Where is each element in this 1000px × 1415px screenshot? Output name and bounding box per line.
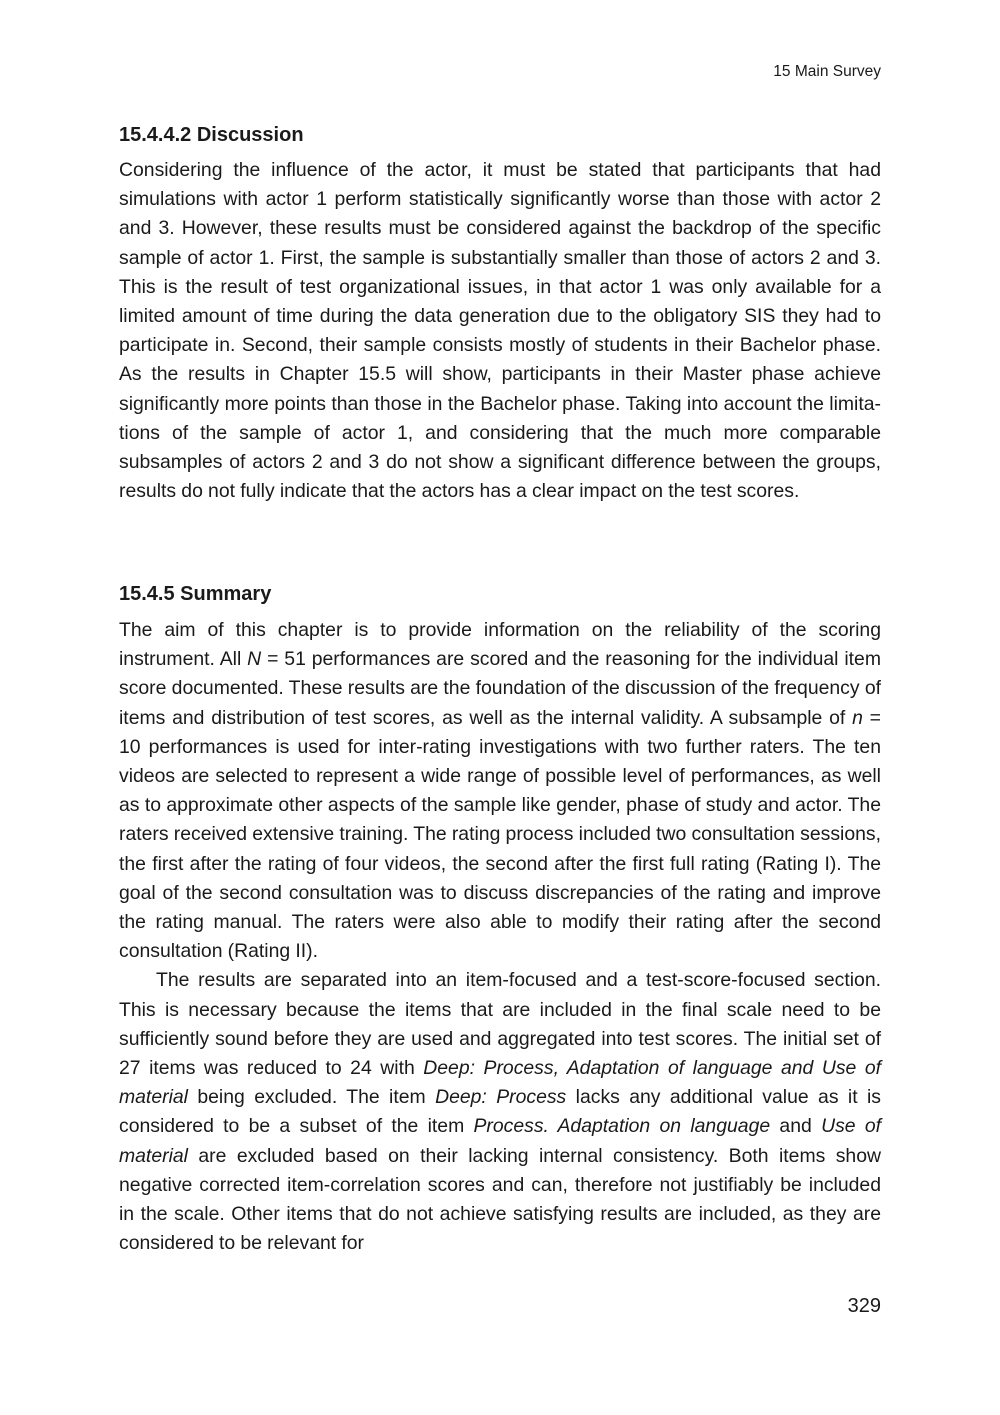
item-name-italic: Process. Adaptation on language xyxy=(473,1115,771,1138)
item-name-italic: Deep: Process, Adaptation of language and Use of material xyxy=(119,1057,881,1109)
section-heading-summary: 15.4.5 Summary xyxy=(119,583,272,605)
text-run: The results are separated into an item-focused and a test-score-focused section. This is necessary because the items that are included in the final scale need to be sufficiently sound before they are used and aggregated into test scores. The initial set of 27 items was reduced to 24 with xyxy=(119,969,881,1080)
text-run: being excluded. The item xyxy=(187,1086,436,1109)
text-run: and xyxy=(770,1115,822,1138)
page-number: 329 xyxy=(847,1295,881,1317)
discussion-body xyxy=(119,156,881,506)
text-run: are excluded based on their lacking internal consistency. Both items show negative corrected item-correlation scores and can, therefore not justifiably be included in the scale. Other items that do not achieve satisfying results are included, as they are considered to be relevant for xyxy=(119,1144,881,1255)
discussion-paragraph: Considering the influence of the actor, it must be stated that participants that had simulations with actor 1 perform statistically significantly worse than those with actor 2 and 3. However, these results must be considered against the backdrop of the specific sample of actor 1. First, the sample is substantially smaller than those of actors 2 and 3. This is the result of test organizational issues, in that actor 1 was only available for a limited amount of time during the data generation due to the obligatory SIS they had to participate in. Second, their sample consists mostly of students in their Bachelor phase. As the results in Chapter 15.5 will show, participants in their Master phase achieve significantly more points than those in the Bachelor phase. Taking into account the limitations of the sample of actor 1, and considering that the much more comparable subsamples of actors 2 and 3 do not show a significant difference between the groups, results do not fully indicate that the actors has a clear impact on the test scores. xyxy=(119,159,881,503)
text-run: The aim of this chapter is to provide information on the reliability of the scoring instrument. All xyxy=(119,619,881,671)
document-page xyxy=(119,0,881,1415)
summary-paragraph-1 xyxy=(119,616,881,966)
section-heading-discussion: 15.4.4.2 Discussion xyxy=(119,124,304,146)
text-run: lacks any additional value as it is considered to be a subset of the item xyxy=(119,1086,881,1138)
text-run: = 10 performances is used for inter-rating investigations with two further raters. The ten videos are selected to represent a wide range of possible level of performances, as well as to approximate other aspects of the sample like gender, phase of study and actor. The raters received extensive training. The rating process included two consultation sessions, the first after the rating of four videos, the second after the first full rating (Rating I). The goal of the second consultation was to discuss discrepancies of the rating and improve the rating manual. The raters were also able to modify their rating after the second consultation (Rating II). xyxy=(119,706,882,963)
summary-body xyxy=(119,616,881,1258)
summary-paragraph-2 xyxy=(119,966,881,1258)
item-name-italic: Use of material xyxy=(119,1115,881,1167)
running-head: 15 Main Survey xyxy=(773,63,881,80)
variable-n: n xyxy=(852,706,863,729)
variable-N: N xyxy=(247,648,262,671)
text-run: = 51 performances are scored and the reasoning for the individual item score documented. These results are the foundation of the discussion of the frequency of items and distribution of test scores, as well as the internal validity. A subsample of xyxy=(119,648,881,729)
item-name-italic: Deep: Process xyxy=(435,1086,567,1109)
